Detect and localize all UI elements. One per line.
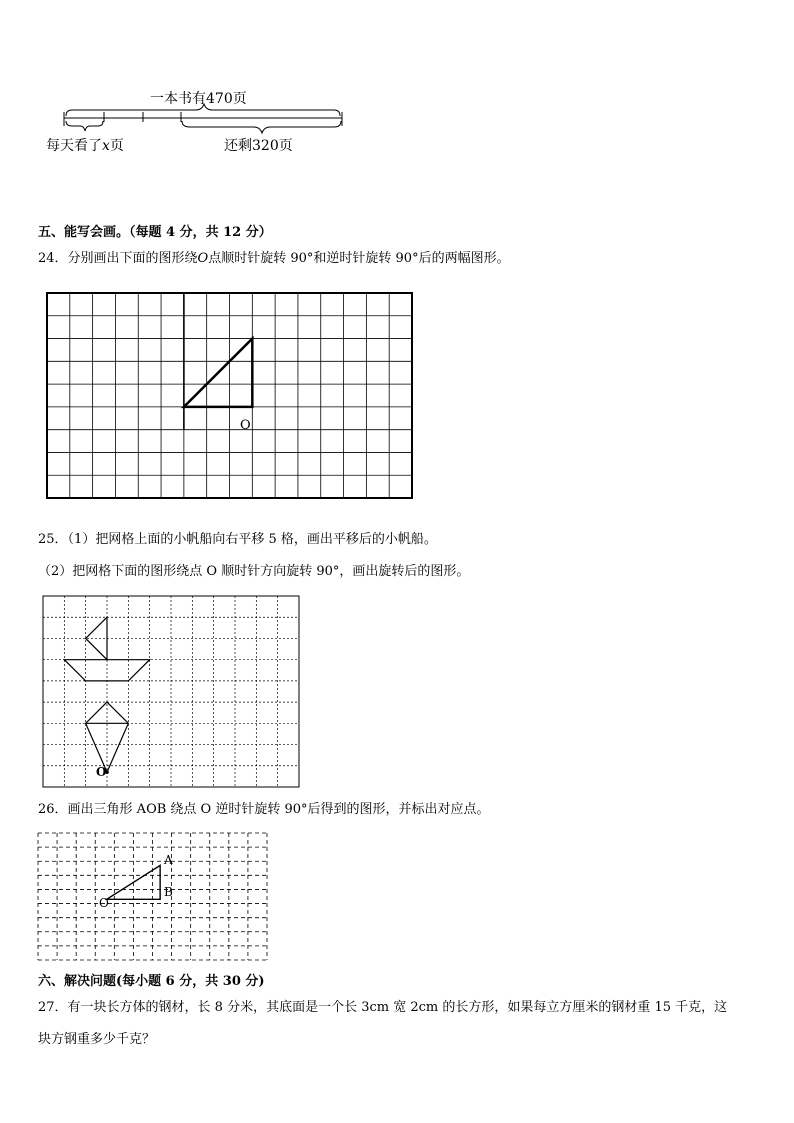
q26-text: 26．画出三角形 AOB 绕点 O 逆时针旋转 90°后得到的图形，并标出对应点。: [38, 802, 490, 817]
daily-pages-label: 每天看了x页: [46, 138, 124, 154]
remaining-pages-label: 还剩320页: [224, 138, 293, 154]
total-pages-label: 一本书有470页: [150, 91, 247, 107]
q24-point-o-label: O: [240, 418, 251, 433]
q25-part2-text: （2）把网格下面的图形绕点 O 顺时针方向旋转 90°，画出旋转后的图形。: [38, 564, 470, 579]
section5-heading: 五、能写会画。（每题 4 分，共 12 分）: [38, 225, 272, 240]
q26-label-o: O: [99, 896, 109, 910]
q27-line2: 块方钢重多少千克？: [38, 1032, 156, 1047]
q24-text: 24．分别画出下面的图形绕O点顺时针旋转 90°和逆时针旋转 90°后的两幅图形。: [38, 251, 510, 266]
q26-label-a: A: [164, 853, 173, 867]
q25-point-o-label: O: [96, 765, 107, 779]
q25-part1-text: 25．（1）把网格上面的小帆船向右平移 5 格，画出平移后的小帆船。: [38, 532, 437, 547]
q27-line1: 27．有一块长方体的钢材，长 8 分米，其底面是一个长 3cm 宽 2cm 的长方形，如果每立方厘米的钢材重 15 千克，这: [38, 1000, 728, 1015]
q26-label-b: B: [164, 885, 173, 899]
section6-heading: 六、解决问题(每小题 6 分，共 30 分): [38, 974, 265, 989]
